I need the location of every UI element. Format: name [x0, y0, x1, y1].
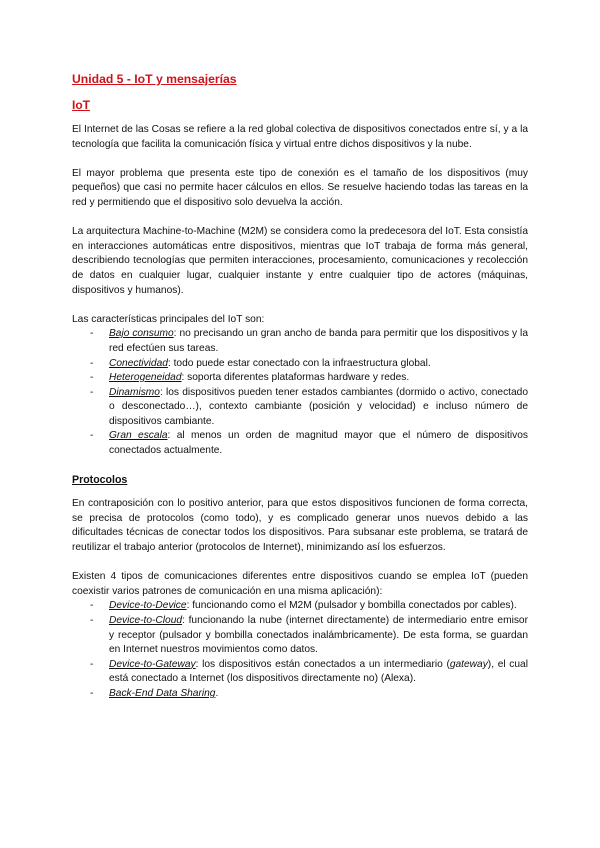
type-term: Device-to-Gateway	[109, 658, 196, 670]
dash-bullet: -	[90, 372, 94, 384]
type-text: : funcionando la nube (internet directamente) de intermediario entre emisor y receptor (pulsador y bombilla conectados inalámbricamente). De esta forma, se guardan en Internet nuestros movimientos como datos.	[109, 615, 528, 656]
page-content	[72, 72, 528, 716]
document-title: Unidad 5 - IoT y mensajerías	[72, 72, 237, 86]
feature-term: Dinamismo	[109, 386, 160, 398]
list-item	[72, 327, 528, 356]
feature-text: : no precisando un gran ancho de banda para permitir que los dispositivos y la red efectúen sus tareas.	[109, 328, 528, 354]
type-text: : los dispositivos están conectados a un intermediario (	[195, 658, 450, 670]
iot-paragraph-3: La arquitectura Machine-to-Machine (M2M) se considera como la predecesora del IoT. Esta consistía en interacciones automáticas entre dispositivos, mientras que IoT trabaja de forma más general, describiendo tecnologías que permiten interacciones, procesamiento, comunicaciones y recolección de datos en cualquier lugar, cualquier instante y entre cualquier tipo de actores (máquinas, dispositivos y humanos).	[72, 226, 528, 296]
iot-paragraph-1: El Internet de las Cosas se refiere a la red global colectiva de dispositivos conectados entre sí, y a la tecnología que facilita la comunicación física y virtual entre dichos dispositivos y la nube.	[72, 124, 528, 150]
dash-bullet: -	[90, 658, 94, 670]
dash-bullet: -	[90, 357, 94, 369]
section-heading-protocolos: Protocolos	[72, 474, 128, 487]
list-item	[72, 429, 528, 458]
section-heading-iot: IoT	[72, 98, 90, 112]
type-text: ), el cual está conectado a Internet (los dispositivos directamente no) (Alexa).	[109, 658, 528, 685]
list-item	[72, 599, 528, 614]
list-item	[72, 614, 528, 658]
type-text-italic: gateway	[449, 658, 488, 670]
feature-text: : todo puede estar conectado con la infraestructura global.	[167, 357, 431, 369]
list-item	[72, 687, 528, 702]
type-term: Back-End Data Sharing	[109, 687, 216, 699]
feature-term: Heterogeneidad	[109, 372, 182, 384]
dash-bullet: -	[90, 600, 94, 612]
feature-text: : soporta diferentes plataformas hardware y redes.	[181, 372, 410, 384]
feature-term: Conectividad	[109, 357, 168, 369]
protocolos-paragraph-2: Existen 4 tipos de comunicaciones diferentes entre dispositivos cuando se emplea IoT (pueden coexistir varios patrones de comunicación en una misma aplicación):	[72, 571, 528, 597]
dash-bullet: -	[90, 328, 94, 340]
protocolos-paragraph-1: En contraposición con lo positivo anterior, para que estos dispositivos funcionen de forma correcta, se precisa de protocolos (como todo), y es complicado generar unos nuevos debido a las dificultades técnicas de conectar todos los dispositivos. Para subsanar este problema, se tratará de reutilizar el trabajo anterior (protocolos de Internet), minimizando así los esfuerzos.	[72, 498, 528, 554]
dash-bullet: -	[90, 615, 94, 626]
list-item	[72, 371, 528, 386]
list-item	[72, 386, 528, 430]
dash-bullet: -	[90, 430, 94, 442]
type-text: : funcionando como el M2M (pulsador y bombilla conectados por cables).	[186, 600, 517, 612]
dash-bullet: -	[90, 687, 94, 699]
feature-term: Bajo consumo	[109, 328, 174, 340]
communication-types-list	[72, 599, 528, 701]
list-item	[72, 357, 528, 372]
feature-term: Gran escala	[109, 430, 168, 442]
features-list	[72, 327, 528, 458]
type-text: .	[215, 687, 219, 699]
type-term: Device-to-Device	[109, 600, 187, 612]
feature-text: : los dispositivos pueden tener estados cambiantes (dormido o activo, conectado o desconectado…), contexto cambiante (posición y velocidad) e incluso número de dispositivos cambiante.	[109, 386, 528, 427]
dash-bullet: -	[90, 386, 94, 398]
feature-text: : al menos un orden de magnitud mayor que el número de dispositivos conectados actualmente.	[109, 430, 528, 457]
features-intro: Las características principales del IoT son:	[72, 313, 265, 325]
list-item	[72, 658, 528, 687]
type-term: Device-to-Cloud	[109, 615, 183, 626]
iot-paragraph-2: El mayor problema que presenta este tipo de conexión es el tamaño de los dispositivos (muy pequeños) que casi no permite hacer cálculos en ellos. Se resuelve haciendo todas las tareas en la red y permitiendo que el dispositivo solo devuelva la acción.	[72, 167, 528, 208]
